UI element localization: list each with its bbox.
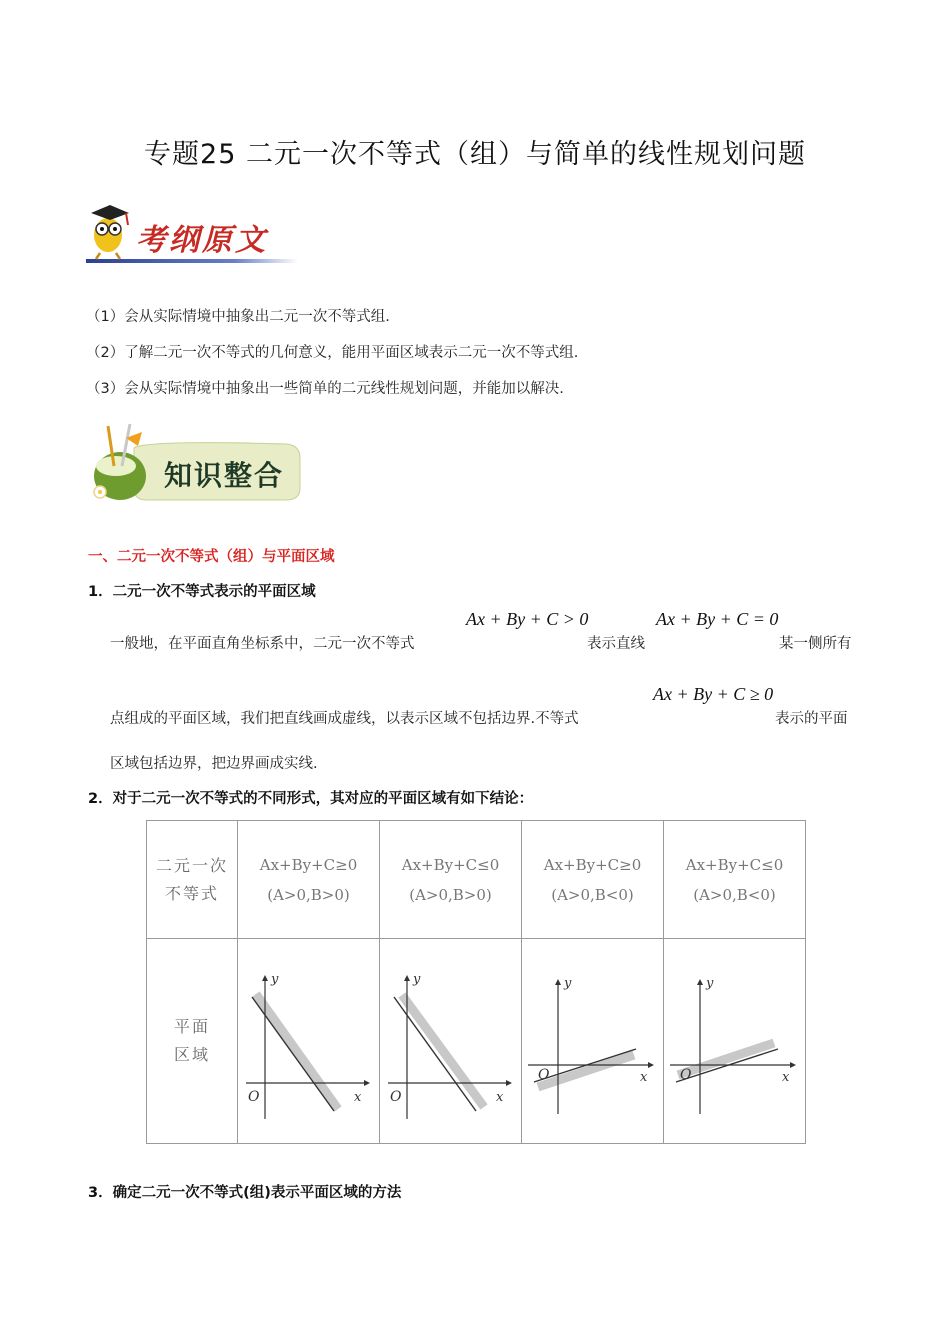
para1-line1-b: 表示直线 <box>587 636 645 652</box>
para1-line2-e: 表示的平面 <box>775 711 848 727</box>
region-plot-2 <box>380 939 521 1139</box>
math-ineq-ge: Ax + By + C ≥ 0 <box>653 684 774 704</box>
shade-band-1 <box>256 994 338 1109</box>
boundary-line-2 <box>394 997 476 1111</box>
origin-label-4: O <box>680 1067 692 1083</box>
shade-band-2 <box>402 995 484 1107</box>
para1-line1-a: 一般地，在平面直角坐标系中，二元一次不等式 <box>110 636 415 652</box>
boundary-line-1 <box>252 997 334 1111</box>
x-arrow-2 <box>506 1080 512 1086</box>
row-label-inequality <box>147 821 238 939</box>
region-plot-3 <box>522 939 663 1139</box>
ineq-cond-3: (A>0,B<0) <box>551 885 634 904</box>
banner-kaogang-text: 考纲原文 <box>136 223 268 258</box>
row-label-line2: 不等式 <box>164 883 219 903</box>
ineq-cell-4 <box>664 821 806 939</box>
row-label-region-line2: 区域 <box>173 1045 210 1064</box>
region-graph-1 <box>238 939 380 1144</box>
subheading-2: 2．对于二元一次不等式的不同形式，其对应的平面区域有如下结论： <box>88 791 534 807</box>
region-graph-3 <box>522 939 664 1144</box>
y-label-2: y <box>413 972 421 987</box>
x-label-1: x <box>354 1090 362 1105</box>
ineq-expr-2: Ax+By+C≤0 <box>401 855 500 874</box>
region-plot-1 <box>238 939 379 1139</box>
x-arrow-1 <box>364 1080 370 1086</box>
para1-line1-c: 某一侧所有 <box>779 636 852 652</box>
ineq-cond-1: (A>0,B>0) <box>267 885 350 904</box>
objective-3: （3）会从实际情境中抽象出一些简单的二元线性规划问题，并能加以解决. <box>86 381 564 397</box>
ineq-cell-2 <box>380 821 522 939</box>
x-arrow-4 <box>790 1062 796 1068</box>
banner-kaogang <box>86 195 301 267</box>
banner-zhishi-text: 知识整合 <box>164 459 285 492</box>
ineq-cell-3 <box>522 821 664 939</box>
y-arrow-3 <box>555 979 561 985</box>
y-arrow-4 <box>697 979 703 985</box>
row-label-region-line1: 平面 <box>173 1017 210 1036</box>
subheading-1: 1．二元一次不等式表示的平面区域 <box>88 584 316 600</box>
ineq-expr-4: Ax+By+C≤0 <box>685 855 784 874</box>
ineq-expr-1: Ax+By+C≥0 <box>259 855 358 874</box>
ineq-cond-4: (A>0,B<0) <box>693 885 776 904</box>
math-ineq-gt: Ax + By + C > 0 <box>466 609 589 629</box>
objective-1: （1）会从实际情境中抽象出二元一次不等式组. <box>86 309 390 325</box>
y-arrow-2 <box>404 975 410 981</box>
y-arrow-1 <box>262 975 268 981</box>
para1-line3-f: 区域包括边界，把边界画成实线. <box>110 756 318 772</box>
row-label-region <box>147 939 238 1144</box>
shade-band-3 <box>538 1055 634 1087</box>
objective-2: （2）了解二元一次不等式的几何意义，能用平面区域表示二元一次不等式组. <box>86 345 579 361</box>
x-label-2: x <box>496 1090 504 1105</box>
region-graph-2 <box>380 939 522 1144</box>
x-label-3: x <box>640 1070 648 1085</box>
banner-zhishi <box>86 418 306 506</box>
origin-label-3: O <box>538 1067 550 1083</box>
section-heading-1: 一、二元一次不等式（组）与平面区域 <box>88 549 335 565</box>
origin-label-2: O <box>390 1089 402 1105</box>
math-line-eq: Ax + By + C = 0 <box>656 609 779 629</box>
row-label-line1: 二元一次 <box>155 855 228 875</box>
page-title: 专题25 二元一次不等式（组）与简单的线性规划问题 <box>144 139 806 170</box>
ineq-expr-3: Ax+By+C≥0 <box>543 855 642 874</box>
subheading-3: 3．确定二元一次不等式(组)表示平面区域的方法 <box>88 1185 402 1201</box>
region-graph-4 <box>664 939 806 1144</box>
shade-band-4 <box>678 1043 774 1075</box>
ineq-cond-2: (A>0,B>0) <box>409 885 492 904</box>
inequality-region-table <box>146 820 806 1144</box>
region-plot-4 <box>664 939 805 1139</box>
y-label-4: y <box>706 976 714 991</box>
para1-line2-d: 点组成的平面区域，我们把直线画成虚线，以表示区域不包括边界.不等式 <box>110 711 579 727</box>
origin-label-1: O <box>248 1089 260 1105</box>
x-arrow-3 <box>648 1062 654 1068</box>
x-label-4: x <box>782 1070 790 1085</box>
ineq-cell-1 <box>238 821 380 939</box>
y-label-3: y <box>564 976 572 991</box>
y-label-1: y <box>271 972 279 987</box>
